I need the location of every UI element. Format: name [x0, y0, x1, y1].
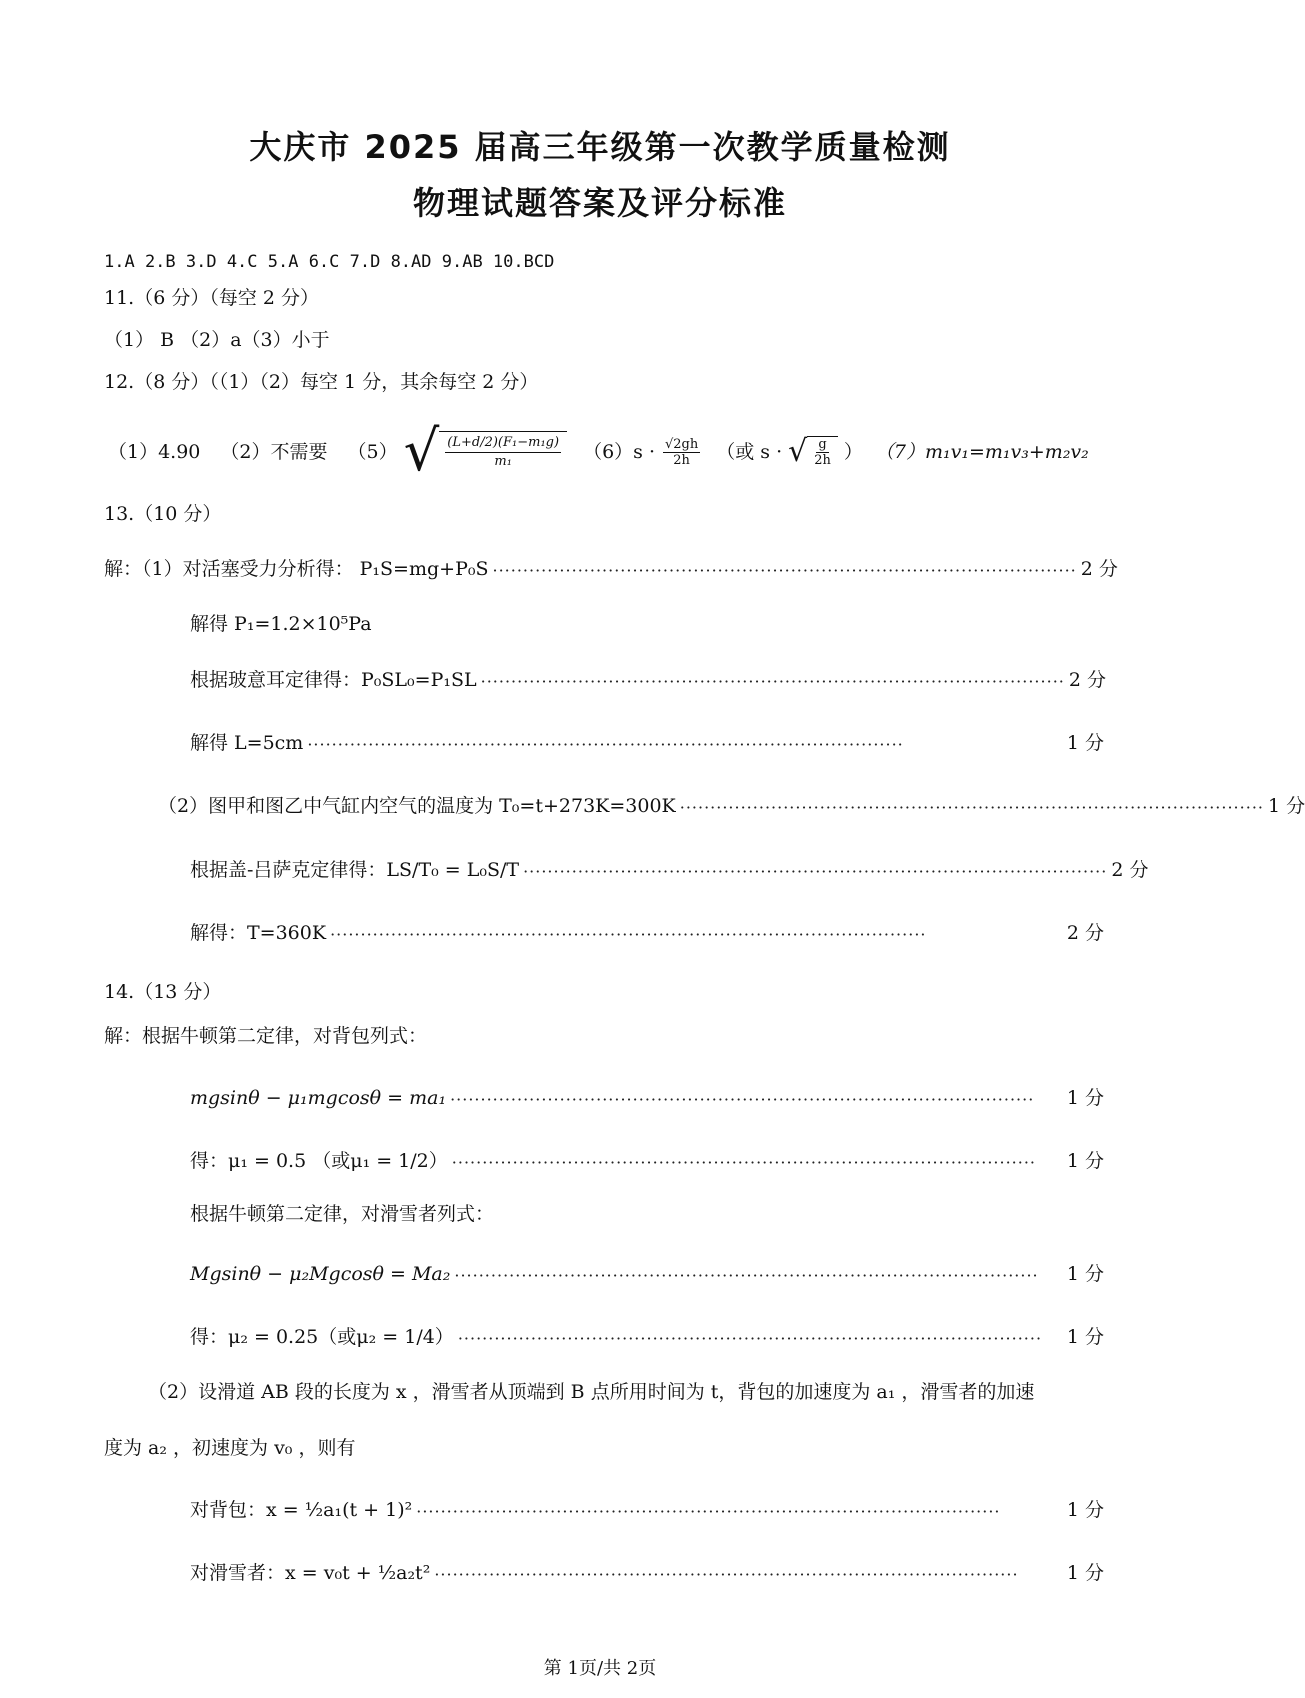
- score-label: 1 分: [1066, 1326, 1104, 1348]
- leader-dots: ································································································: [454, 1266, 1039, 1285]
- q13-row: 解：（1）对活塞受力分析得： P₁S=mg+P₀S ································································································ 2 分: [104, 555, 1104, 583]
- q12-answer-6-alt-formula: √ $\frac{g}{2h}$: [788, 436, 838, 468]
- q14-row: mgsinθ − μ₁mgcosθ = ma₁ ································································································ 1 分: [190, 1084, 1104, 1112]
- score-label: 1 分: [1066, 1263, 1104, 1285]
- q14-intro: 解：根据牛顿第二定律，对背包列式：: [104, 1025, 428, 1047]
- q14-row: 根据牛顿第二定律，对滑雪者列式：: [190, 1203, 495, 1225]
- q12-answer-7: （7）m₁v₁=m₁v₃+m₂v₂: [874, 441, 1089, 463]
- q12-heading: 12.（8 分）（（1）（2）每空 1 分，其余每空 2 分）: [104, 371, 539, 393]
- q14-row: 对滑雪者：x = v₀t + ½a₂t² ································································································ 1 分: [190, 1559, 1104, 1587]
- q12-answer-1: （1）4.90: [108, 441, 201, 463]
- leader-dots: ································································································: [451, 1153, 1037, 1172]
- score-label: 1 分: [1066, 732, 1104, 754]
- score-label: 1 分: [1066, 1562, 1104, 1584]
- score-label: 2 分: [1068, 669, 1106, 691]
- score-label: 1 分: [1066, 1087, 1104, 1109]
- q13-row: 根据盖-吕萨克定律得：LS/T₀ = L₀S/T ································································································ 2 分: [190, 856, 1104, 884]
- q14-heading: 14.（13 分）: [104, 981, 222, 1003]
- score-label: 1 分: [1066, 1499, 1104, 1521]
- q12-formula-numerator: (L+d/2)(F₁−m₁g): [445, 434, 561, 453]
- score-label: 2 分: [1111, 859, 1149, 881]
- q14-row: Mgsinθ − μ₂Mgcosθ = Ma₂ ································································································ 1 分: [190, 1260, 1104, 1288]
- leader-dots: ································································································: [450, 1090, 1035, 1109]
- leader-dots: ··································································································: [330, 925, 927, 944]
- leader-dots: ································································································: [480, 672, 1065, 691]
- sqrt-sign-icon: √: [403, 419, 440, 484]
- q12-formula-denominator: m₁: [494, 454, 512, 469]
- q12-answer-5-label: （5）: [347, 441, 398, 463]
- sqrt-sign-icon: √: [788, 434, 808, 469]
- leader-dots: ································································································: [434, 1565, 1019, 1584]
- page-number: 第 1页/共 2页: [543, 1658, 657, 1679]
- q13-row: 解得 P₁=1.2×10⁵Pa: [190, 613, 372, 635]
- q13-row: （2）图甲和图乙中气缸内空气的温度为 T₀=t+273K=300K ································································································ 1 分: [158, 792, 1104, 820]
- q14-row: 得：μ₂ = 0.25（或μ₂ = 1/4） ································································································ 1 分: [190, 1323, 1104, 1351]
- q12-answer-6-label: （6）s ·: [583, 441, 655, 463]
- q14-part2-line2: 度为 a₂ ，初速度为 v₀ ，则有: [104, 1437, 356, 1459]
- q12-answer-6-close: ）: [843, 441, 863, 463]
- score-label: 2 分: [1080, 558, 1118, 580]
- q13-row: 根据玻意耳定律得：P₀SL₀=P₁SL ································································································ 2 分: [190, 666, 1104, 694]
- q14-part2-line1: （2）设滑道 AB 段的长度为 x ，滑雪者从顶端到 B 点所用时间为 t，背包的加速度为 a₁ ，滑雪者的加速: [148, 1381, 1035, 1403]
- q11-heading: 11.（6 分）（每空 2 分）: [104, 287, 320, 309]
- q14-row: 对背包：x = ½a₁(t + 1)² ································································································ 1 分: [190, 1496, 1104, 1524]
- q12-answer-5-formula: [403, 419, 567, 484]
- q12-answer-6-fraction: $\frac{√2gh}{2h}$: [664, 436, 699, 468]
- document-subtitle: 物理试题答案及评分标准: [412, 184, 787, 222]
- leader-dots: ································································································: [416, 1502, 1001, 1521]
- score-label: 2 分: [1066, 922, 1104, 944]
- q12-answers: [108, 419, 1089, 484]
- q13-heading: 13.（10 分）: [104, 503, 222, 525]
- document-title: 大庆市 2025 届高三年级第一次教学质量检测: [249, 128, 951, 166]
- q12-answer-6-alt-label: （或 s ·: [716, 441, 783, 463]
- choice-answers: 1.A 2.B 3.D 4.C 5.A 6.C 7.D 8.AD 9.AB 10.BCD: [104, 252, 555, 272]
- score-label: 1 分: [1066, 1150, 1104, 1172]
- q12-answer-2: （2）不需要: [220, 441, 328, 463]
- q13-row: 解得 L=5cm ·································································································· 1 分: [190, 729, 1104, 757]
- q14-row: 得：μ₁ = 0.5 （或μ₁ = 1/2） ································································································ 1 分: [190, 1147, 1104, 1175]
- leader-dots: ································································································: [679, 798, 1264, 817]
- leader-dots: ································································································: [523, 862, 1108, 881]
- q13-row: 解得：T=360K ·································································································· 2 分: [190, 919, 1104, 947]
- leader-dots: ··································································································: [307, 735, 904, 754]
- leader-dots: ································································································: [457, 1329, 1043, 1348]
- score-label: 1 分: [1267, 795, 1305, 817]
- leader-dots: ································································································: [492, 561, 1077, 580]
- q11-answers: （1） B （2）a（3）小于: [104, 329, 330, 351]
